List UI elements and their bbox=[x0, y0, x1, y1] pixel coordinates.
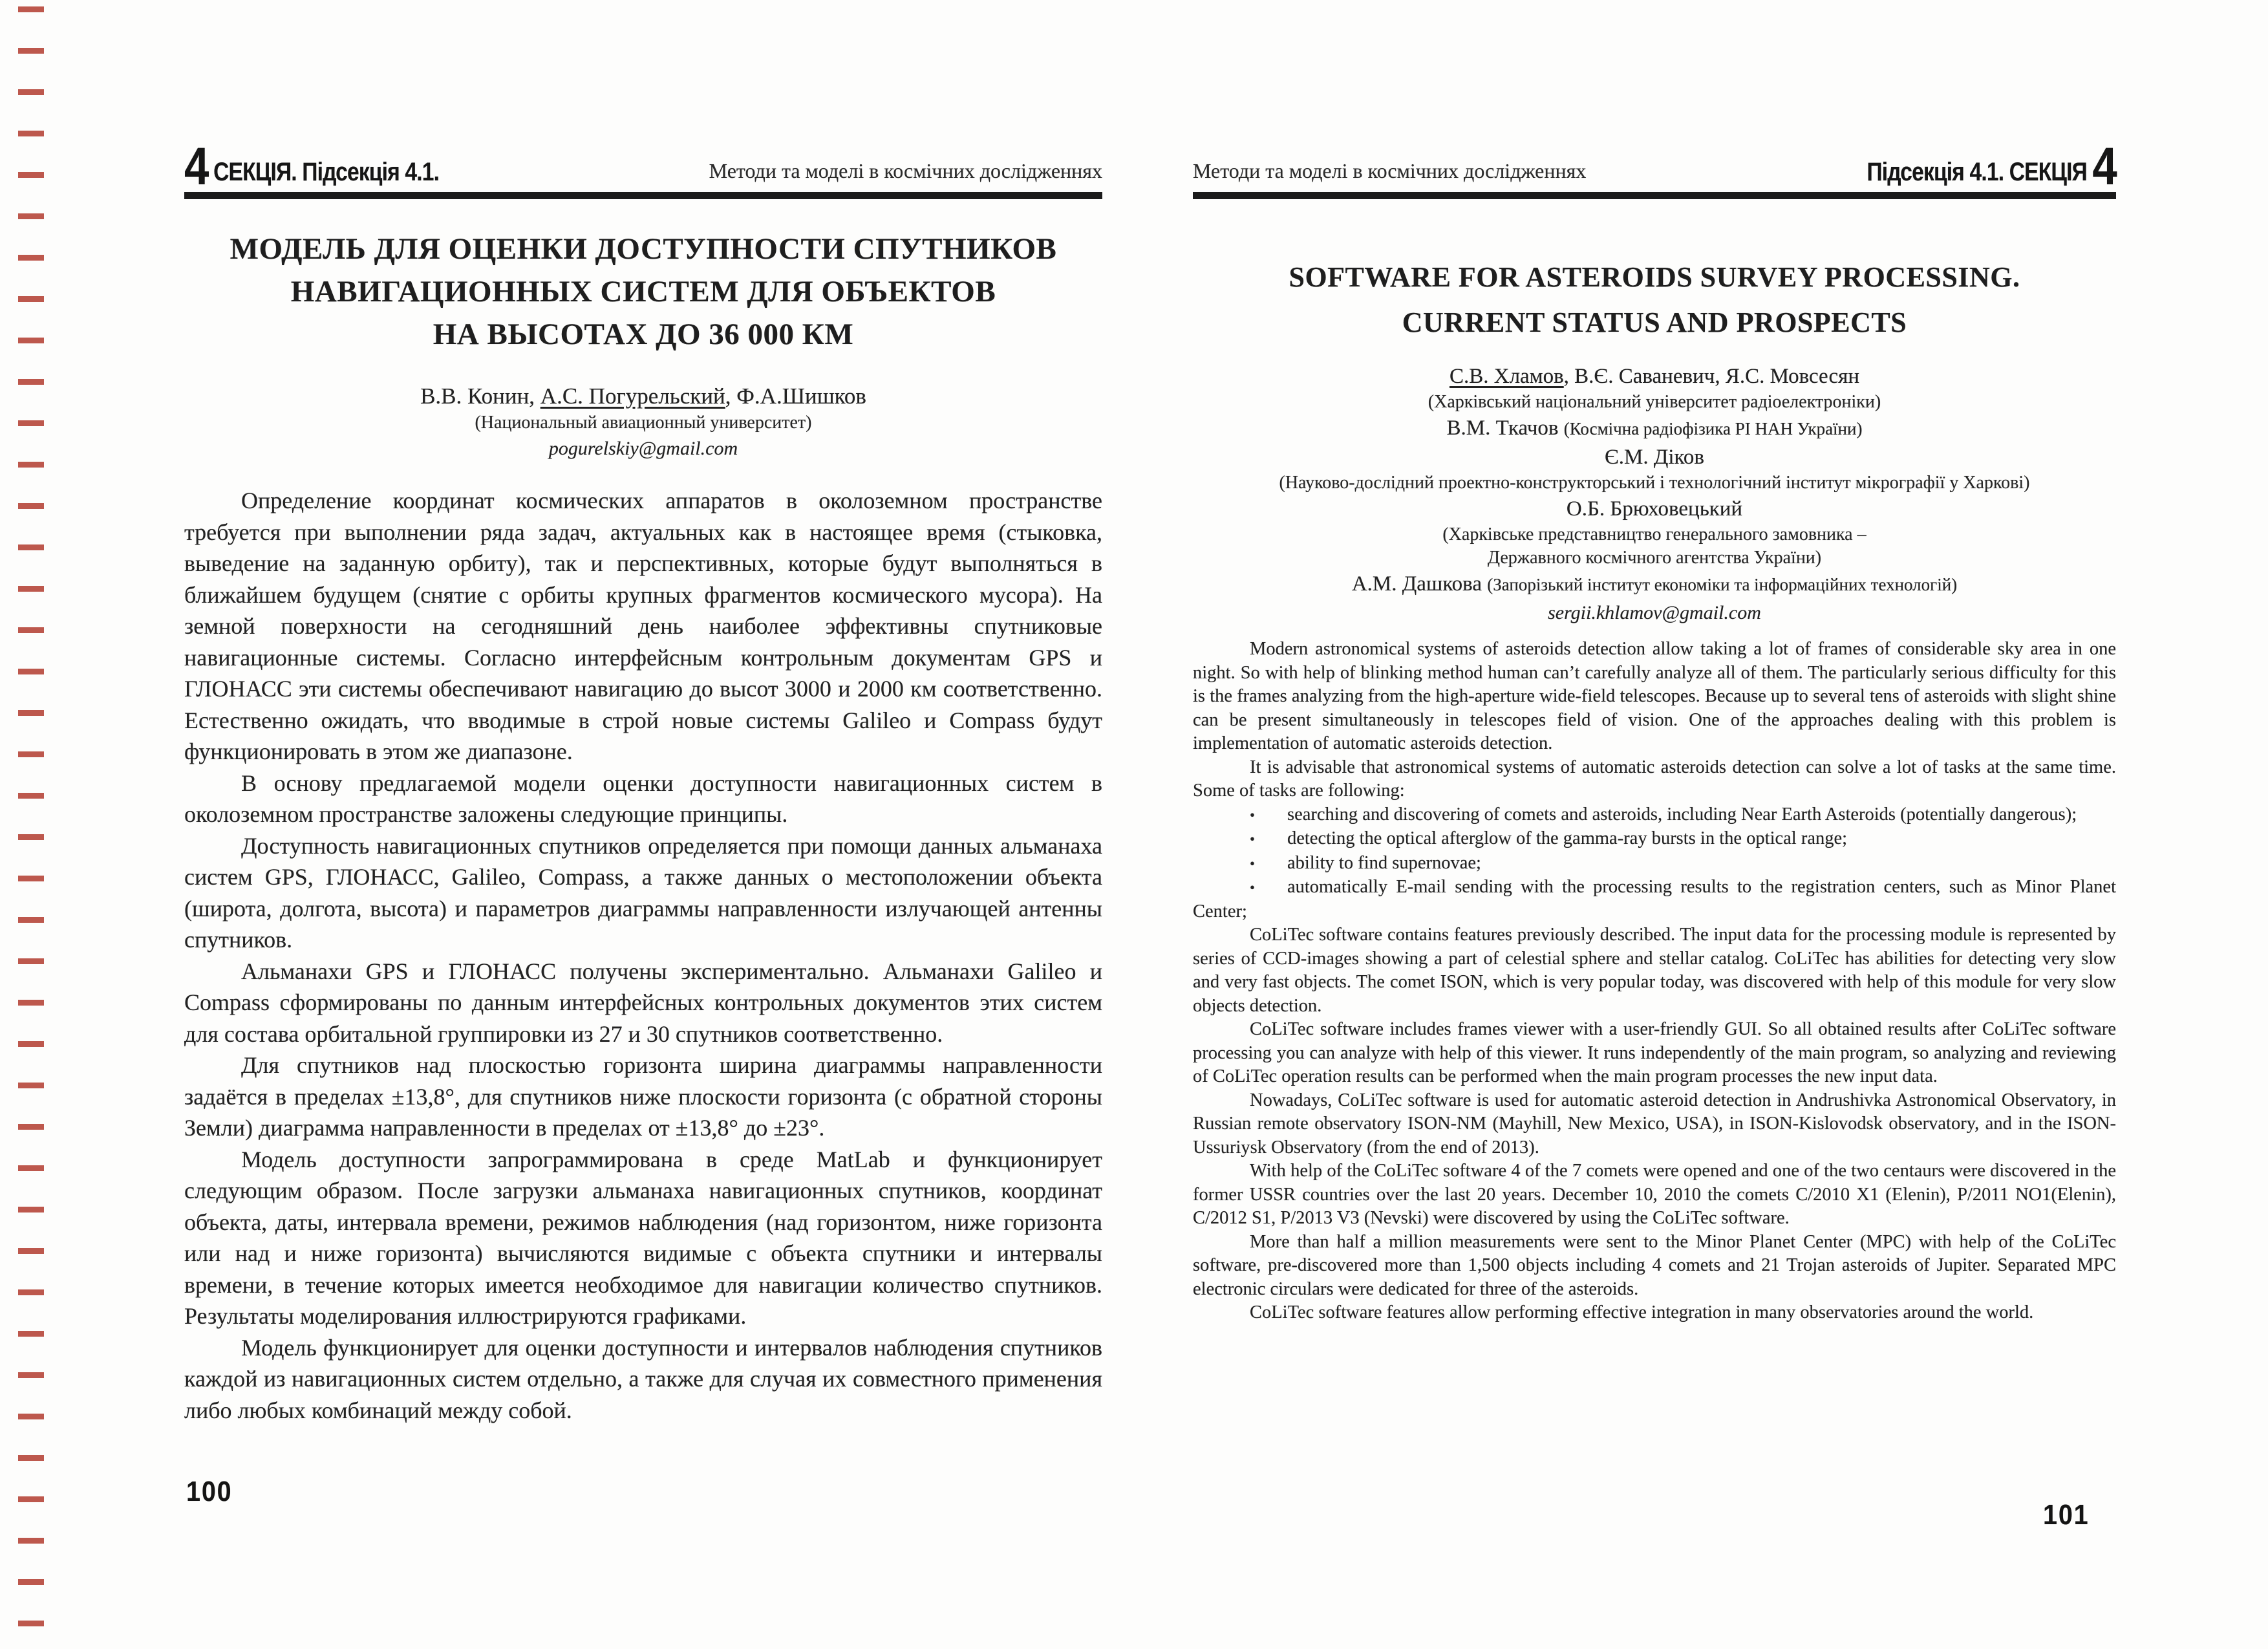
page-right bbox=[1193, 137, 2116, 1325]
email-right: sergii.khlamov@gmail.com bbox=[1548, 602, 1761, 623]
paragraph: It is advisable that astronomical systems of automatic asteroids detection can solve a lot of tasks at the same time. Some of tasks are following: bbox=[1193, 757, 2116, 801]
paper-title-left bbox=[184, 228, 1102, 356]
author-names: С.В. Хламов, В.Є. Саваневич, Я.С. Мовсесян bbox=[1449, 365, 1859, 388]
bullet-item: • searching and discovering of comets and asteroids, including Near Earth Asteroids (potentially dangerous); bbox=[1250, 804, 2077, 824]
page-number-left: 100 bbox=[186, 1476, 233, 1507]
author-names: О.Б. Брюховецький bbox=[1566, 497, 1743, 521]
title-line: CURRENT STATUS AND PROSPECTS bbox=[1402, 307, 1907, 338]
paragraph: Модель функционирует для оценки доступности и интервалов наблюдения спутников каждой из навигационных систем отдельно, а также для случая их совместного применения либо любых комбинаций между собой. bbox=[184, 1334, 1102, 1423]
title-line: НА ВЫСОТАХ ДО 36 000 КМ bbox=[433, 318, 854, 351]
section-label-right: Підсекція 4.1. СЕКЦІЯ 4 bbox=[1867, 137, 2116, 196]
paragraph: Альманахи GPS и ГЛОНАСС получены экспериментально. Альманахи Galileo и Compass сформированы по данным интерфейсных контрольных документов этих систем для состава орбитальной группировки из 27 и 30 спутников соответственно. bbox=[184, 958, 1102, 1047]
running-title-left: Методи та моделі в космічних дослідженнях bbox=[709, 159, 1102, 182]
page-left-header bbox=[184, 137, 1102, 196]
email-left: pogurelskiy@gmail.com bbox=[548, 438, 738, 459]
abstract-body-left bbox=[184, 485, 1102, 1426]
running-title-right: Методи та моделі в космічних дослідженнях bbox=[1193, 159, 1587, 182]
page-number-right: 101 bbox=[2043, 1499, 2090, 1531]
affiliation: (Науково-дослідний проектно-конструкторський і технологічний інститут мікрографії у Харкові) bbox=[1279, 473, 2030, 493]
author-names: Є.М. Діков bbox=[1605, 446, 1704, 469]
affiliation: Державного космічного агентства України) bbox=[1487, 548, 1822, 568]
author-names: В.В. Конин, А.С. Погурельский, Ф.А.Шишков bbox=[420, 383, 866, 409]
abstract-body-right bbox=[1193, 638, 2116, 1325]
page-right-header bbox=[1193, 137, 2116, 196]
paragraph: В основу предлагаемой модели оценки доступности навигационных систем в околоземном пространстве заложены следующие принципы. bbox=[184, 770, 1102, 827]
page-left bbox=[184, 137, 1102, 1426]
paragraph: Определение координат космических аппаратов в околоземном пространстве требуется при выполнении ряда задач, актуальных как в настоящее время (стыковка, выведение на заданную орбиту), так и перспективных, которые будут выполняться в ближайшем будущем (снятие с орбиты крупных фрагментов космического мусора). На земной поверхности на сегодняшний день наиболее эффективны спутниковые навигационные системы. Согласно интерфейсным контрольным документам GPS и ГЛОНАСС эти системы обеспечивают навигацию до высот 3000 и 2000 км соответственно. Естественно ожидать, что вводимые в строй новые системы Galileo и Compass будут функционировать в этом же диапазоне. bbox=[184, 488, 1102, 764]
bullet-item: • automatically E-mail sending with the processing results to the registration centers, such as Minor Planet Center; bbox=[1193, 877, 2116, 921]
authors-left bbox=[184, 382, 1102, 463]
bullet-icon: • bbox=[1250, 806, 1255, 823]
bullet-item: • ability to find supernovae; bbox=[1250, 852, 1481, 873]
section-number: 4 bbox=[2092, 137, 2116, 196]
paragraph: Для спутников над плоскостью горизонта ширина диаграммы направленности задаётся в пределах ±13,8°, для спутников ниже плоскости горизонта (с обратной стороны Земли) диаграмма направленности в пределах от ±13,8° до ±23°. bbox=[184, 1052, 1102, 1141]
section-label-left: 4 СЕКЦІЯ. Підсекція 4.1. bbox=[184, 137, 440, 196]
paragraph: CoLiTec software features allow performing effective integration in many observatories around the world. bbox=[1250, 1302, 2034, 1322]
scan-edge-marks bbox=[18, 6, 44, 1636]
bullet-icon: • bbox=[1250, 855, 1255, 872]
bullet-icon: • bbox=[1250, 879, 1255, 896]
paragraph: Nowadays, CoLiTec software is used for automatic asteroid detection in Andrushivka Astronomical Observatory, in Russian remote observatory ISON-NM (Mayhill, New Mexico, USA), in ISON-Kislovodsk observatory, and in the ISON-Ussuriysk Observatory (from the end of 2013). bbox=[1193, 1090, 2116, 1158]
paragraph: Modern astronomical systems of asteroids detection allow taking a lot of frames of considerable sky area in one night. So with help of blinking method human can’t carefully analyze all of them. The particularly serious difficulty for this is the frames analyzing from the high-aperture wide-field telescopes. Because up to several tens of asteroids with slight shine can be present simultaneously in telescopes field of vision. One of the approaches dealing with this problem is implementation of automatic asteroids detection. bbox=[1193, 639, 2116, 753]
paragraph: CoLiTec software contains features previously described. The input data for the processing module is represented by series of CCD-images showing a part of celestial sphere and stellar catalog. CoLiTec has abilities for detecting very slow and very fast objects. The comet ISON, which is very popular today, was discovered with help of this module for very slow objects detection. bbox=[1193, 925, 2116, 1016]
title-line: НАВИГАЦИОННЫХ СИСТЕМ ДЛЯ ОБЪЕКТОВ bbox=[290, 275, 996, 308]
title-line: МОДЕЛЬ ДЛЯ ОЦЕНКИ ДОСТУПНОСТИ СПУТНИКОВ bbox=[230, 232, 1057, 266]
author-names: А.М. Дашкова (Запорізький інститут економіки та інформаційних технологій) bbox=[1351, 572, 1958, 596]
affiliation: (Харківський національний університет радіоелектроніки) bbox=[1428, 392, 1881, 412]
paragraph: Доступность навигационных спутников определяется при помощи данных альманаха систем GPS, ГЛОНАСС, Galileo, Compass, а также данных о местоположении объекта (широта, долгота, высота) и параметров диаграммы направленности излучающей антенны спутников. bbox=[184, 832, 1102, 953]
affiliation: (Харківське представництво генерального замовника – bbox=[1442, 524, 1867, 544]
paragraph: CoLiTec software includes frames viewer with a user-friendly GUI. So all obtained results after CoLiTec software processing you can analyze with help of this viewer. It runs independently of the main program, so analyzing and reviewing of CoLiTec operation results can be performed when the main program processes the new input data. bbox=[1193, 1019, 2116, 1086]
header-rule-right bbox=[1193, 192, 2116, 199]
paper-title-right bbox=[1193, 255, 2116, 345]
underlined-author: А.С. Погурельский bbox=[540, 383, 725, 409]
affiliation: (Национальный авиационный университет) bbox=[475, 413, 812, 433]
paragraph: Модель доступности запрограммирована в среде MatLab и функционирует следующим образом. После загрузки альманаха навигационных спутников, координат объекта, даты, интервала времени, режимов наблюдения (над горизонтом, ниже горизонта или над и ниже горизонта) вычисляются видимые с объекта спутники и интервалы времени, в течение которых имеется необходимое для навигации количество спутников. Результаты моделирования иллюстрируются графиками. bbox=[184, 1146, 1102, 1329]
author-names: В.М. Ткачов (Космічна радіофізика РІ НАН України) bbox=[1446, 416, 1863, 440]
underlined-author: С.В. Хламов bbox=[1449, 365, 1564, 388]
paragraph: More than half a million measurements were sent to the Minor Planet Center (MPC) with help of the CoLiTec software, pre-discovered more than 1,500 objects including 4 comets and 21 Trojan asteroids of Jupiter. Separated MPC electronic circulars were dedicated for three of the asteroids. bbox=[1193, 1231, 2116, 1299]
bullet-item: • detecting the optical afterglow of the gamma-ray bursts in the optical range; bbox=[1250, 828, 1848, 848]
paragraph: With help of the CoLiTec software 4 of the 7 comets were opened and one of the two centaurs were discovered in the former USSR countries over the last 20 years. December 10, 2010 the comets C/2010 X1 (Elenin), P/2011 NO1(Elenin), C/2012 S1, P/2013 V3 (Nevski) were discovered by using the CoLiTec software. bbox=[1193, 1161, 2116, 1228]
bullet-icon: • bbox=[1250, 831, 1255, 847]
authors-right bbox=[1193, 362, 2116, 627]
header-rule-left bbox=[184, 192, 1102, 199]
title-line: SOFTWARE FOR ASTEROIDS SURVEY PROCESSING. bbox=[1289, 261, 2020, 293]
section-number: 4 bbox=[184, 137, 208, 196]
